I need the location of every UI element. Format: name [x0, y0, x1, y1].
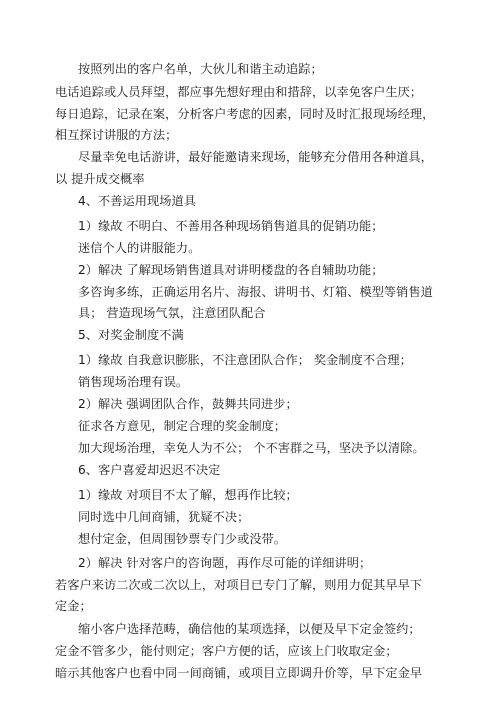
- text-line: 加大现场治理，幸免人为不公； 个不害群之马，坚决予以清除。: [78, 441, 425, 455]
- text-line: 同时选中几间商铺，犹疑不决；: [78, 510, 250, 524]
- text-line: 尽量幸免电话游讲，最好能邀请来现场，能够充分借用各种道具，: [78, 150, 433, 164]
- text-line: 想付定金，但周围钞票专门少或没带。: [78, 532, 287, 546]
- text-line: 迷信个人的讲服能力。: [78, 241, 201, 255]
- text-line: 定金不管多少，能付则定；客户方便的话，应该上门收取定金；: [55, 644, 398, 658]
- text-line: 1）缘故 自我意识膨胀，不注意团队合作； 奖金制度不合理；: [78, 353, 412, 367]
- text-line: 相互探讨讲服的方法；: [55, 128, 178, 142]
- section-heading: 4、不善运用现场道具: [78, 194, 196, 208]
- text-line: 定金；: [55, 599, 92, 613]
- text-line: 以 提升成交概率: [55, 172, 145, 186]
- text-line: 具； 营造现场气氛，注意团队配合: [78, 306, 266, 320]
- text-line: 2）解决 强调团队合作，鼓舞共同进步；: [78, 397, 298, 411]
- section-heading: 6、客户喜爱却迟迟不决定: [78, 463, 221, 477]
- text-line: 销售现场治理有误。: [78, 375, 189, 389]
- section-heading: 5、对奖金制度不满: [78, 328, 184, 342]
- text-line: 2）解决 针对客户的咨询题，再作尽可能的详细讲明；: [78, 556, 372, 570]
- text-line: 多咨询多练，正确运用名片、海报、讲明书、灯箱、模型等销售道: [78, 285, 433, 299]
- text-line: 每日追踪，记录在案，分析客户考虑的因素，同时及时汇报现场经理，: [55, 107, 435, 121]
- text-line: 暗示其他客户也看中同一间商铺，或项目立即调升价等，早下定金早: [55, 666, 423, 680]
- text-line: 1）缘故 不明白、不善用各种现场销售道具的促销功能；: [78, 219, 384, 233]
- text-line: 缩小客户选择范畴，确信他的某项选择，以便及早下定金签约；: [78, 622, 421, 636]
- text-line: 2）解决 了解现场销售道具对讲明楼盘的各自辅助功能；: [78, 263, 384, 277]
- text-line: 征求各方意见，制定合理的奖金制度；: [78, 419, 287, 433]
- text-line: 按照列出的客户名单，大伙儿和谐主动追踪；: [78, 62, 323, 76]
- text-line: 电话追踪或人员拜望，都应事先想好理由和措辞，以幸免客户生厌；: [55, 85, 423, 99]
- text-line: 若客户来访二次或二次以上，对项目已专门了解，则用力促其早早下: [55, 578, 423, 592]
- text-line: 1）缘故 对项目不太了解，想再作比较；: [78, 488, 298, 502]
